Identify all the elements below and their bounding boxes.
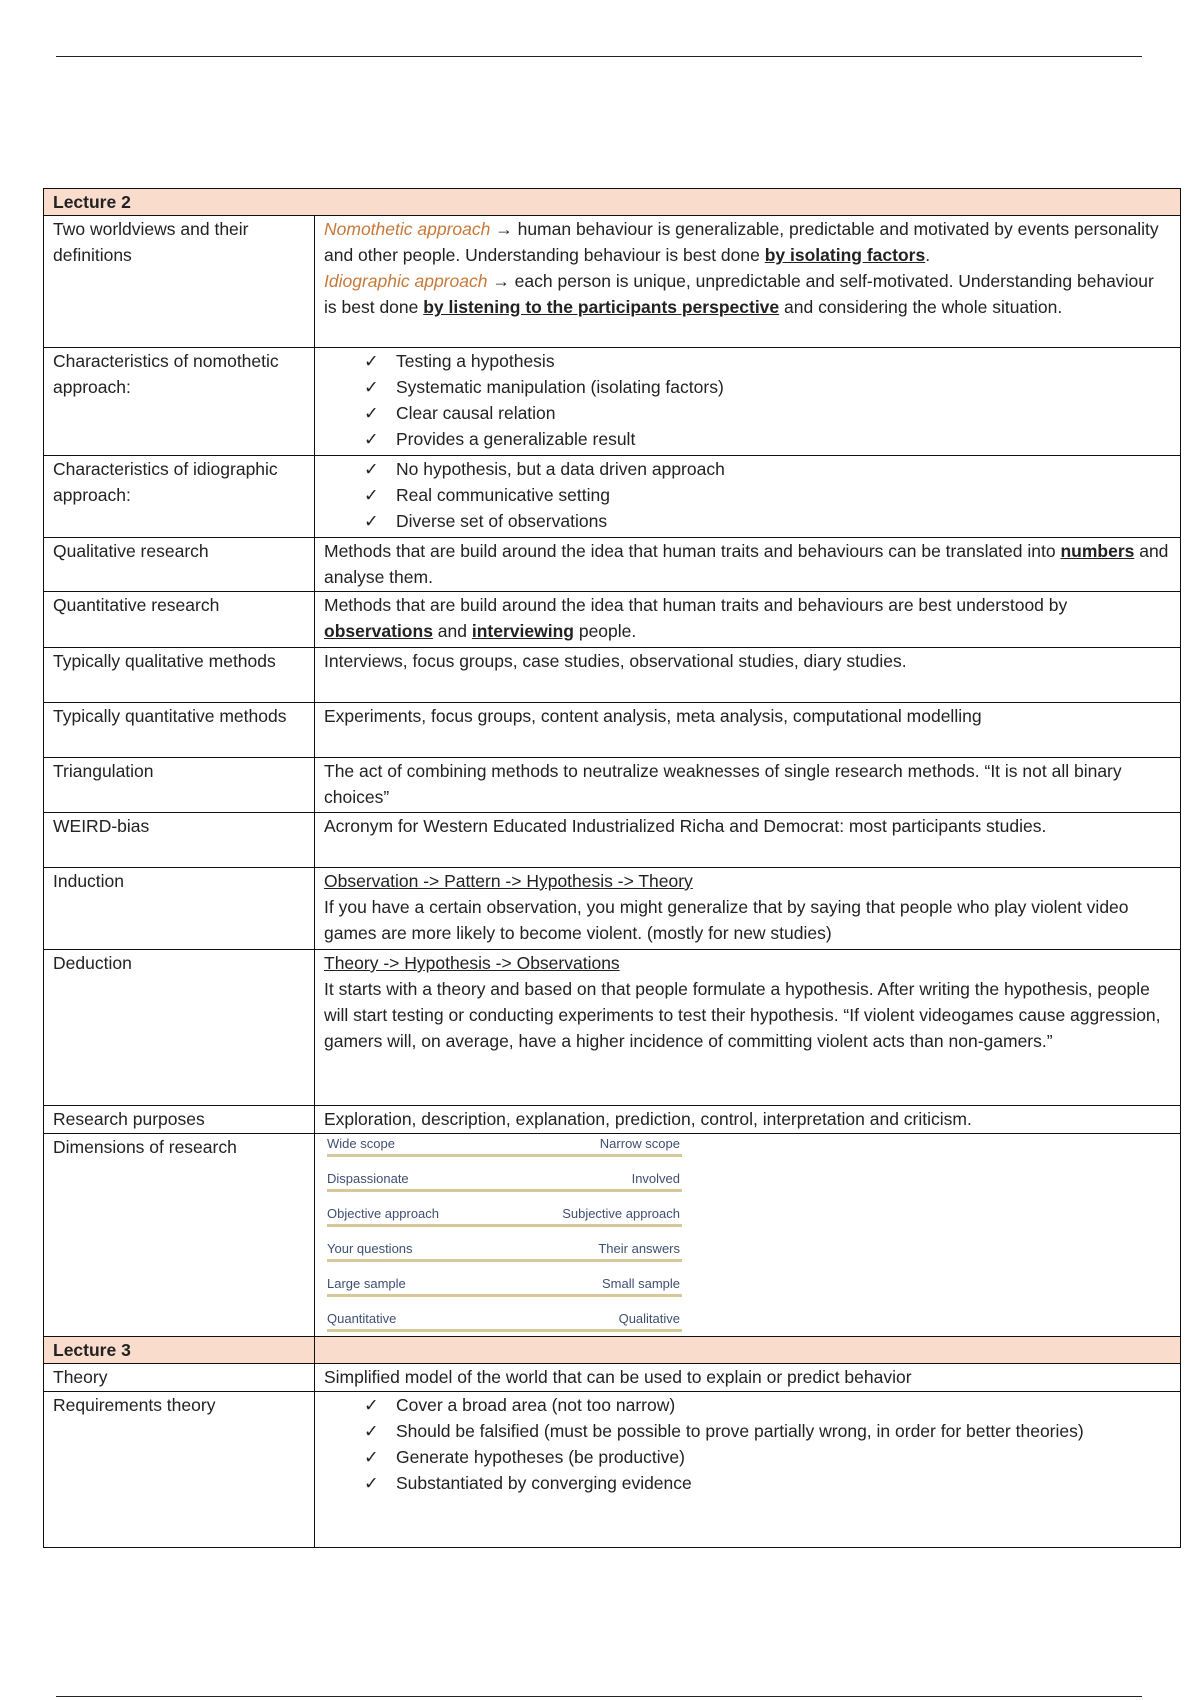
text: It starts with a theory and based on that people formulate a hypothesis. After writing the hypothesis, people will start testing or conducting experiments to test their hypothesis. “If violent videogames cause aggression, gamers will, on average, have a higher incidence of committing violent acts than non-gamers.” — [324, 979, 1161, 1051]
list-item — [364, 1470, 1171, 1496]
table-row — [44, 348, 1181, 456]
row-label: Dimensions of research — [44, 1134, 315, 1337]
dimension-bar — [327, 1189, 682, 1192]
check-icon: ✓ — [364, 1473, 379, 1493]
item-text: No hypothesis, but a data driven approach — [396, 459, 725, 479]
check-icon: ✓ — [364, 1395, 379, 1415]
row-content: Simplified model of the world that can be used to explain or predict behavior — [315, 1364, 1181, 1392]
table-row — [44, 1134, 1181, 1337]
row-content — [315, 868, 1181, 950]
text: → each person is unique, unpredictable and self-motivated. Understanding behaviour is best done — [324, 271, 1154, 317]
row-content: Acronym for Western Educated Industrialized Richa and Democrat: most participants studies. — [315, 813, 1181, 868]
text: and analyse them. — [324, 541, 1169, 587]
text: Methods that are build around the idea that human traits and behaviours can be translated into — [324, 541, 1061, 561]
check-list — [324, 348, 1171, 452]
row-content: Exploration, description, explanation, prediction, control, interpretation and criticism. — [315, 1106, 1181, 1134]
list-item — [364, 1444, 1171, 1470]
list-item — [364, 400, 1171, 426]
table-row — [44, 868, 1181, 950]
row-label: Typically qualitative methods — [44, 648, 315, 703]
text: → human behaviour is generalizable, predictable and motivated by events personality and other people. Understanding behaviour is best done — [324, 219, 1159, 265]
row-label: Two worldviews and their definitions — [44, 216, 315, 348]
dimensions-figure — [325, 1134, 682, 1332]
item-text: Testing a hypothesis — [396, 351, 555, 371]
table-row — [44, 538, 1181, 592]
row-label: Deduction — [44, 950, 315, 1106]
table-row — [44, 592, 1181, 648]
dimension-right: Involved — [631, 1171, 680, 1186]
dimension-left: Dispassionate — [327, 1171, 409, 1186]
table-row — [44, 1392, 1181, 1548]
emphasis: observations — [324, 621, 433, 641]
row-label: Characteristics of idiographic approach: — [44, 456, 315, 538]
table-row — [44, 813, 1181, 868]
emphasis: interviewing — [471, 621, 574, 641]
table-row — [44, 1364, 1181, 1392]
row-content — [315, 592, 1181, 648]
row-content — [315, 348, 1181, 456]
list-item — [364, 426, 1171, 452]
item-text: Provides a generalizable result — [396, 429, 636, 449]
dimension-left: Your questions — [327, 1241, 413, 1256]
text: people. — [573, 621, 637, 641]
text: and — [432, 621, 472, 641]
list-item — [364, 374, 1171, 400]
check-icon: ✓ — [364, 429, 379, 449]
dimension-right: Small sample — [601, 1276, 680, 1291]
dimension-bar — [327, 1329, 682, 1332]
dimension-pair — [325, 1311, 682, 1327]
item-text: Substantiated by converging evidence — [396, 1473, 692, 1493]
table-row — [44, 758, 1181, 813]
item-text: Clear causal relation — [396, 403, 556, 423]
item-text: Should be falsified (must be possible to prove partially wrong, in order for better theories) — [396, 1421, 1084, 1441]
table-row — [44, 703, 1181, 758]
lecture-2-header: Lecture 2 — [44, 189, 1181, 216]
lecture-3-header-row — [44, 1337, 1181, 1364]
row-content — [315, 538, 1181, 592]
dimension-right: Subjective approach — [562, 1206, 680, 1221]
row-content — [315, 216, 1181, 348]
row-content: Interviews, focus groups, case studies, observational studies, diary studies. — [315, 648, 1181, 703]
check-icon: ✓ — [364, 459, 379, 479]
row-content — [315, 1134, 1181, 1337]
row-label: Triangulation — [44, 758, 315, 813]
dimension-pair — [325, 1276, 682, 1292]
item-text: Generate hypotheses (be productive) — [396, 1447, 685, 1467]
row-label: Research purposes — [44, 1106, 315, 1134]
text: Methods that are build around the idea that human traits and behaviours are best understood by — [324, 595, 1068, 615]
process-chain: Observation -> Pattern -> Hypothesis -> Theory — [324, 871, 693, 891]
emphasis: by isolating factors — [764, 245, 926, 265]
footer-rule — [56, 1696, 1142, 1697]
row-label: Requirements theory — [44, 1392, 315, 1548]
check-icon: ✓ — [364, 351, 379, 371]
item-text: Diverse set of observations — [396, 511, 608, 531]
table-row — [44, 950, 1181, 1106]
process-chain: Theory -> Hypothesis -> Observations — [324, 953, 620, 973]
item-text: Cover a broad area (not too narrow) — [396, 1395, 676, 1415]
row-content: The act of combining methods to neutralize weaknesses of single research methods. “It is not all binary choices” — [315, 758, 1181, 813]
row-content — [315, 950, 1181, 1106]
lecture-2-header-row — [44, 189, 1181, 216]
row-content — [315, 456, 1181, 538]
check-icon: ✓ — [364, 1447, 379, 1467]
check-icon: ✓ — [364, 1421, 379, 1441]
table-row — [44, 1106, 1181, 1134]
list-item — [364, 1418, 1171, 1444]
row-label: Qualitative research — [44, 538, 315, 592]
lecture-3-header: Lecture 3 — [44, 1337, 315, 1364]
dimension-pair — [325, 1206, 682, 1222]
header-blank — [315, 1337, 1181, 1364]
emphasis: numbers — [1060, 541, 1135, 561]
row-label: Theory — [44, 1364, 315, 1392]
list-item — [364, 508, 1171, 534]
row-label: Typically quantitative methods — [44, 703, 315, 758]
table-row — [44, 648, 1181, 703]
dimension-left: Large sample — [327, 1276, 406, 1291]
check-icon: ✓ — [364, 403, 379, 423]
row-label: WEIRD-bias — [44, 813, 315, 868]
list-item — [364, 482, 1171, 508]
dimension-pair — [325, 1136, 682, 1152]
dimension-right: Narrow scope — [599, 1136, 680, 1151]
text: and considering the whole situation. — [779, 297, 1063, 317]
list-item — [364, 1392, 1171, 1418]
list-item — [364, 348, 1171, 374]
row-label: Characteristics of nomothetic approach: — [44, 348, 315, 456]
dimension-bar — [327, 1154, 682, 1157]
dimension-right: Qualitative — [618, 1311, 680, 1326]
check-icon: ✓ — [364, 377, 379, 397]
check-icon: ✓ — [364, 511, 379, 531]
text: If you have a certain observation, you might generalize that by saying that people who play violent video games are more likely to become violent. (mostly for new studies) — [324, 897, 1129, 943]
notes-table — [43, 188, 1181, 1548]
check-list — [324, 456, 1171, 534]
text: . — [925, 245, 931, 265]
item-text: Systematic manipulation (isolating factors) — [396, 377, 724, 397]
dimension-bar — [327, 1259, 682, 1262]
dimension-bar — [327, 1294, 682, 1297]
dimension-left: Objective approach — [327, 1206, 440, 1221]
dimension-left: Wide scope — [327, 1136, 395, 1151]
item-text: Real communicative setting — [396, 485, 610, 505]
row-label: Induction — [44, 868, 315, 950]
dimension-right: Their answers — [598, 1241, 680, 1256]
dimension-left: Quantitative — [327, 1311, 397, 1326]
emphasis: by listening to the participants perspective — [423, 297, 780, 317]
dimension-bar — [327, 1224, 682, 1227]
row-content: Experiments, focus groups, content analysis, meta analysis, computational modelling — [315, 703, 1181, 758]
header-rule — [56, 56, 1142, 57]
row-label: Quantitative research — [44, 592, 315, 648]
check-icon: ✓ — [364, 485, 379, 505]
term: Nomothetic approach — [324, 219, 491, 239]
term: Idiographic approach — [324, 271, 488, 291]
dimension-pair — [325, 1241, 682, 1257]
table-row — [44, 216, 1181, 348]
dimension-pair — [325, 1171, 682, 1187]
check-list — [324, 1392, 1171, 1496]
table-row — [44, 456, 1181, 538]
list-item — [364, 456, 1171, 482]
row-content — [315, 1392, 1181, 1548]
